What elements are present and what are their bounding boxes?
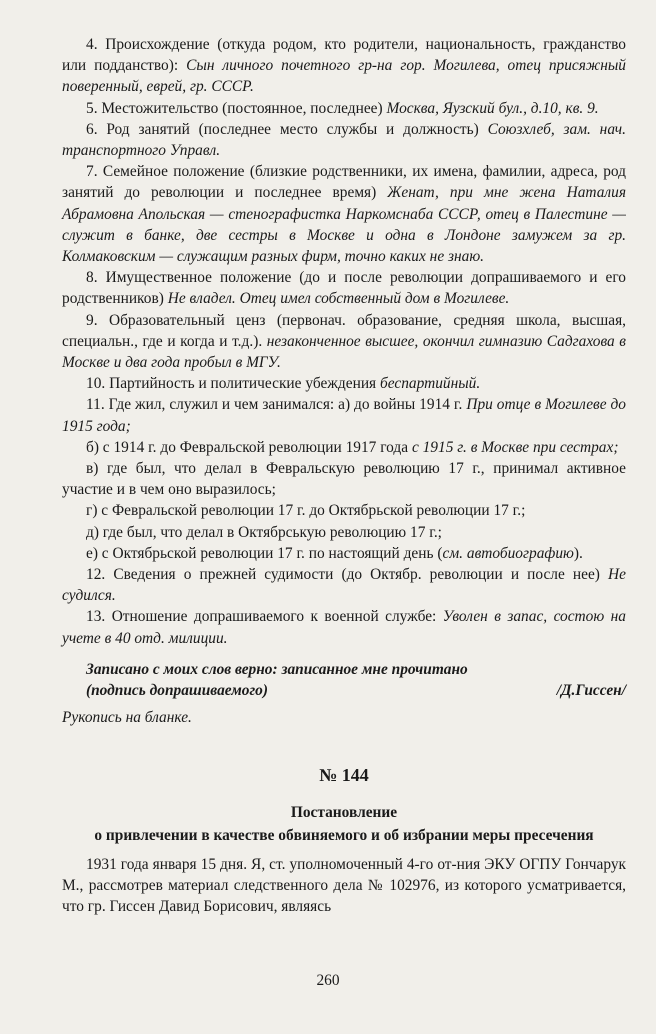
answer-text: Сын личного почетного гр-на гор. Могилева, отец присяжный поверенный, еврей, гр. СССР. [62,57,626,96]
item-party [62,373,626,394]
answer-text: беспартийный. [380,375,481,393]
question-text: б) с 1914 г. до Февральской революции 1917 года [86,438,409,456]
item-history-b [62,437,626,458]
item-history-v [62,458,626,500]
answer-text: Уволен в запас, состою на учете в 40 отд. милиции. [62,608,626,647]
item-origin [62,34,626,98]
question-text: г) с Февральской революции 17 г. до Октябрьской революции 17 г.; [86,502,526,520]
answer-text: Москва, Яузский бул., д.10, кв. 9. [386,99,599,117]
question-text: 13. Отношение допрашиваемого к военной службе: [86,608,437,626]
answer-text: с 1915 г. в Москве при сестрах; [411,438,619,456]
answer-text: Не судился. [62,566,626,605]
question-text: в) где был, что делал в Февральскую революцию 17 г., принимал активное участие и в чем оно выразилось; [62,460,626,499]
question-text: 10. Партийность и политические убеждения [86,375,377,393]
answer-text: Женат, при мне жена Наталия Абрамовна Апольская — стенографистка Наркомснаба СССР, отец в Палестине — служит в банке, две сестры в Москве и одна в Лондоне замужем за гр. Колмаковским — служащим разных фирм, точно каких не знаю. [62,184,626,266]
document-number: № 144 [319,764,369,785]
signature-name: /Д.Гиссен/ [556,682,626,700]
item-property [62,267,626,309]
question-text: 4. Происхождение (откуда родом, кто родители, национальность, гражданство или подданство): [62,36,626,75]
question-text: 5. Местожительство (постоянное, последнее) [86,99,383,117]
item-family [62,161,626,267]
question-text: 8. Имущественное положение (до и после революции допрашиваемого и его родственников) [62,269,626,308]
document-subtitle: о привлечении в качестве обвиняемого и об избрании меры пресечения [94,826,594,844]
answer-text: При отце в Могилеве до 1915 года; [62,396,626,435]
signature-statement: Записано с моих слов верно: записанное мне прочитано [86,660,468,678]
signature-line-1 [86,659,626,680]
page-number: 260 [316,972,340,989]
signature-caption: (подпись допрашиваемого) [86,682,268,700]
question-text: 7. Семейное положение (близкие родственники, их имена, фамилии, адреса, род занятий до революции и последнее время) [62,163,626,202]
question-text: 6. Род занятий (последнее место службы и должность) [86,120,479,138]
item-history-g [62,500,626,521]
item-history-a [62,394,626,436]
manuscript-note: Рукопись на бланке. [62,709,192,727]
question-text: д) где был, что делал в Октябрськую революцию 17 г.; [86,523,442,541]
question-text: 9. Образовательный ценз (первонач. образование, средняя школа, высшая, специальн., где и когда и т.д.). [62,311,626,350]
item-military [62,606,626,648]
question-text: 12. Сведения о прежней судимости (до Октябр. революции и после нее) [86,566,600,584]
signature-line-2 [86,680,626,701]
item-occupation [62,119,626,161]
document-title: Постановление [290,803,398,821]
answer-text: Не владел. Отец имел собственный дом в Могилеве. [167,290,510,308]
item-history-d [62,522,626,543]
item-residence [62,98,626,119]
question-text: 11. Где жил, служил и чем занимался: а) до войны 1914 г. [86,396,463,414]
item-education [62,310,626,374]
body-text: 1931 года января 15 дня. Я, ст. уполномоченный 4-го от-ния ЭКУ ОГПУ Гончарук М., рассмотрев материал следственного дела № 102976, из которого усматривается, что гр. Гиссен Давид Борисович, являясь [62,855,626,915]
item-history-e [62,543,626,564]
paren-close: ). [573,544,583,562]
answer-text: см. автобиографию [442,544,574,562]
item-conviction [62,564,626,606]
answer-text: Союзхлеб, зам. нач. транспортного Управл. [62,120,626,160]
question-text: е) с Октябрьской революции 17 г. по настоящий день [86,544,434,562]
paren-open: ( [437,544,443,562]
answer-text: незаконченное высшее, окончил гимназию Садгахова в Москве и два года пробыл в МГУ. [62,332,626,372]
